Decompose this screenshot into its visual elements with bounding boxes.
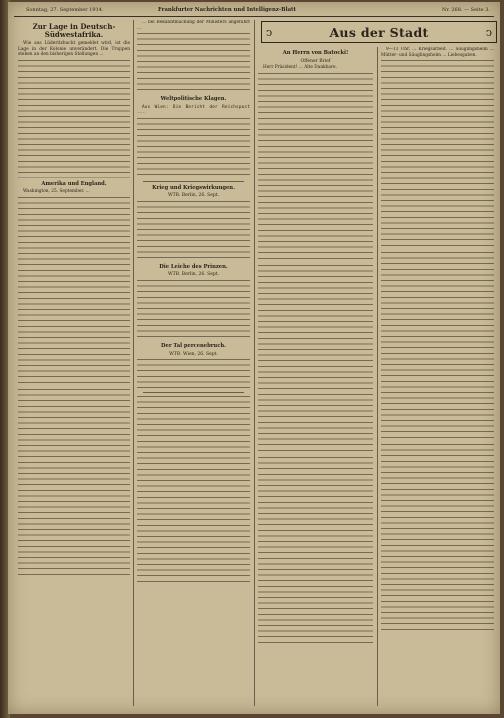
column-2 bbox=[137, 20, 250, 706]
section-banner bbox=[261, 21, 497, 43]
col1-text-1: Wie aus Lüderitzbucht gemeldet wird, ist die Lage in der Kolonie unverändert. Die Truppen stehen an den bisherigen Stellungen ... bbox=[18, 41, 130, 58]
column-4 bbox=[381, 47, 494, 706]
col1-body-lines-2 bbox=[18, 197, 130, 387]
col1-subheading: Amerika und England. bbox=[41, 180, 107, 187]
col3-lines-3 bbox=[258, 457, 373, 647]
newspaper-page bbox=[8, 2, 500, 714]
col2-dateline-4: WTB. Wien, 26. Sept. bbox=[169, 351, 218, 357]
col4-lines-3 bbox=[381, 444, 494, 634]
col2-dateline-2: WTB. Berlin, 26. Sept. bbox=[167, 193, 219, 199]
column-3 bbox=[258, 47, 373, 706]
col4-lines-2 bbox=[381, 252, 494, 442]
col3-heading: An Herrn von Batocki! bbox=[282, 50, 349, 56]
column-1 bbox=[18, 20, 130, 706]
col2-heading-1: Weltpolitische Klagen. bbox=[160, 96, 227, 103]
col2-dateline-3: WTB. Berlin, 26. Sept. bbox=[167, 272, 219, 278]
col4-text: 9—11 Uhr, ... Kriegsarbeit. ... Säuglingsheim ... Mütter- und Säuglingsheim ... Liebesgaben. bbox=[381, 47, 494, 58]
col2-lines-2 bbox=[137, 201, 250, 261]
column-divider bbox=[133, 20, 134, 706]
col3-lines-1 bbox=[258, 73, 373, 263]
col2-text-1: Aus Wien: Die Bericht der Reichspost ... bbox=[137, 104, 250, 116]
col2-lines-4 bbox=[137, 359, 250, 389]
col2-lines-5 bbox=[137, 396, 250, 586]
col3-byline: Offener Brief bbox=[300, 58, 331, 64]
col2-separator-2 bbox=[143, 392, 244, 393]
col1-body-lines-3 bbox=[18, 389, 130, 579]
col4-lines-1 bbox=[381, 60, 494, 250]
column-divider bbox=[377, 47, 378, 706]
column-divider bbox=[254, 20, 255, 706]
col2-heading-3: Die Leiche des Prinzen. bbox=[159, 263, 228, 270]
col1-text-2: Washington, 25. September. ... bbox=[23, 189, 90, 195]
header-rule bbox=[14, 16, 494, 17]
header-masthead: Frankfurter Nachrichten und Intelligenz-Blatt bbox=[158, 7, 296, 13]
ornament-right-icon: ↄ bbox=[485, 25, 492, 39]
header-page-number: Nr. 268. — Seite 3. bbox=[441, 7, 490, 13]
col1-heading: Zur Lage in Deutsch-Südwestafrika. bbox=[32, 22, 116, 39]
col2-top-text: ... bei Bekanntmachung der Ministers angeführt ... bbox=[137, 20, 250, 31]
ornament-left-icon: ↄ bbox=[266, 25, 273, 39]
col2-heading-4: Der Tal percenebruch. bbox=[161, 343, 226, 350]
col2-lines-3 bbox=[137, 280, 250, 340]
col2-top-lines bbox=[137, 33, 250, 93]
col2-heading-2: Krieg und Kriegswirkungen. bbox=[152, 184, 235, 191]
col1-body-lines bbox=[18, 60, 130, 178]
section-title: Aus der Stadt bbox=[329, 24, 429, 40]
header-date: Sonntag, 27. September 1914. bbox=[26, 7, 104, 13]
col3-text: Herr Präsident! ... Alte Dankbare. bbox=[263, 65, 337, 71]
col2-lines-1 bbox=[137, 118, 250, 178]
col2-separator bbox=[143, 181, 244, 182]
col3-lines-2 bbox=[258, 265, 373, 455]
